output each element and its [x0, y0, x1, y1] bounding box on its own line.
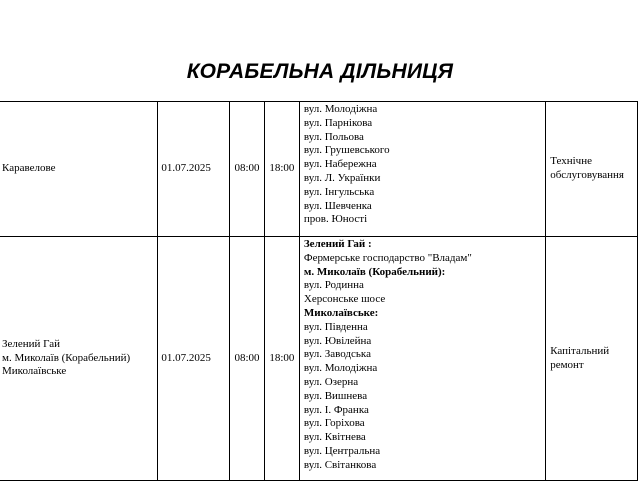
address-line: вул. Світанкова	[303, 458, 377, 471]
work-type-label: Технічне	[550, 155, 592, 168]
work-type-label: ремонт	[550, 358, 584, 371]
address-line: вул. Грушевського	[303, 144, 390, 157]
settlement-name: м. Миколаїв (Корабельний)	[2, 351, 131, 364]
address-line: вул. Молодіжна	[303, 362, 378, 375]
table-row	[0, 237, 638, 481]
address-line: вул. Л. Українки	[303, 171, 381, 184]
start-time-cell: 08:00	[230, 237, 265, 481]
settlement-cell	[0, 102, 158, 237]
work-type-cell	[546, 237, 638, 481]
address-line: вул. Інгульська	[303, 185, 375, 198]
address-line: Херсонське шосе	[303, 293, 386, 306]
outage-schedule-table	[0, 101, 638, 481]
work-type-label: обслуговування	[550, 169, 624, 181]
address-line: вул. Заводська	[303, 348, 371, 361]
date-cell: 01.07.2025	[158, 102, 230, 237]
address-line: вул. Південна	[303, 320, 368, 333]
address-line: пров. Юності	[303, 213, 368, 226]
address-list-cell	[299, 237, 545, 481]
address-line: вул. Шевченка	[303, 199, 372, 212]
address-line: вул. Набережна	[303, 158, 377, 171]
address-line: вул. Молодіжна	[303, 103, 378, 115]
address-list-cell	[299, 102, 545, 237]
table-body	[0, 102, 638, 481]
settlement-name: Миколаївське	[2, 365, 67, 378]
address-line: вул. Озерна	[303, 375, 359, 388]
end-time-cell: 18:00	[264, 237, 299, 481]
address-group-heading: м. Миколаїв (Корабельний):	[303, 265, 446, 278]
date-cell: 01.07.2025	[158, 237, 230, 481]
address-line: вул. Польова	[303, 130, 364, 143]
address-line: вул. Горіхова	[303, 417, 365, 430]
address-line: вул. Вишнева	[303, 389, 368, 402]
address-line: вул. І. Франка	[303, 403, 369, 416]
address-group-heading: Миколаївське:	[303, 306, 379, 319]
end-time-cell: 18:00	[264, 102, 299, 237]
settlement-cell	[0, 237, 158, 481]
work-type-cell	[546, 102, 638, 237]
address-line: вул. Парнікова	[303, 116, 373, 129]
address-group-heading: Зелений Гай :	[303, 238, 372, 250]
address-line: вул. Ювілейна	[303, 334, 372, 347]
address-line: вул. Квітнева	[303, 431, 366, 444]
table-row	[0, 102, 638, 237]
work-type-label: Капітальний	[550, 344, 610, 357]
address-line: вул. Родинна	[303, 279, 364, 292]
settlement-name: Зелений Гай	[2, 337, 61, 350]
page-title: КОРАБЕЛЬНА ДІЛЬНИЦЯ	[186, 60, 454, 83]
start-time-cell: 08:00	[230, 102, 265, 237]
address-line: Фермерське господарство "Владам"	[303, 251, 472, 264]
address-line: вул. Центральна	[303, 444, 381, 457]
settlement-name: Каравелове	[2, 162, 56, 175]
